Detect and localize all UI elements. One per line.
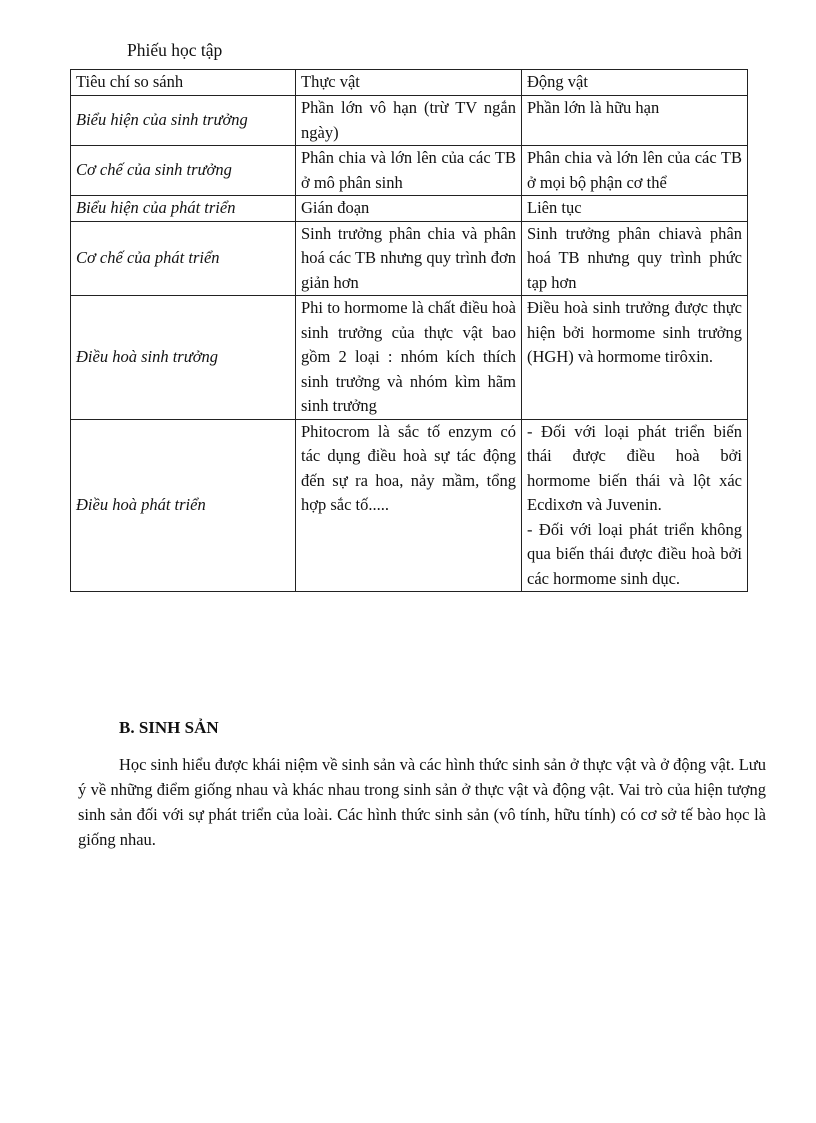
header-plants: Thực vật — [296, 70, 522, 96]
cell-plants: Phần lớn vô hạn (trừ TV ngắn ngày) — [296, 96, 522, 146]
cell-animals: Liên tục — [522, 196, 748, 222]
cell-animals: Sinh trưởng phân chiavà phân hoá TB nhưng quy trình phức tạp hơn — [522, 221, 748, 296]
row-criteria-development-regulation: Điều hoà phát triển — [71, 419, 296, 592]
cell-plants: Phân chia và lớn lên của các TB ở mô phân sinh — [296, 146, 522, 196]
cell-plants: Gián đoạn — [296, 196, 522, 222]
row-criteria-growth-mechanism: Cơ chế của sinh trưởng — [71, 146, 296, 196]
comparison-table — [70, 69, 748, 592]
section-b-paragraph: Học sinh hiểu được khái niệm về sinh sản và các hình thức sinh sản ở thực vật và ở động vật. Lưu ý về những điểm giống nhau và khác nhau trong sinh sản ở thực vật và động vật. Vai trò của hiện tượng sinh sản đối với sự phát triển của loài. Các hình thức sinh sản (vô tính, hữu tính) có cơ sở tế bào học là giống nhau. — [78, 755, 766, 849]
cell-plants: Sinh trưởng phân chia và phân hoá các TB nhưng quy trình đơn giản hơn — [296, 221, 522, 296]
table-row — [71, 146, 748, 196]
row-criteria-development-mechanism: Cơ chế của phát triển — [71, 221, 296, 296]
cell-animals: Phần lớn là hữu hạn — [522, 96, 748, 146]
cell-animals: Điều hoà sinh trưởng được thực hiện bởi hormome sinh trưởng (HGH) và hormome tirôxin. — [522, 296, 748, 420]
table-header-row — [71, 70, 748, 96]
cell-plants: Phitocrom là sắc tố enzym có tác dụng điều hoà sự tác động đến sự ra hoa, nảy mầm, tổng hợp sắc tố..... — [296, 419, 522, 592]
worksheet-title: Phiếu học tập — [127, 40, 223, 60]
cell-animals — [522, 419, 748, 592]
row-criteria-development-expression: Biểu hiện của phát triển — [71, 196, 296, 222]
table-row — [71, 196, 748, 222]
cell-plants: Phi to hormome là chất điều hoà sinh trưởng của thực vật bao gồm 2 loại : nhóm kích thích sinh trưởng và nhóm kìm hãm sinh trưởng — [296, 296, 522, 420]
cell-animals: Phân chia và lớn lên của các TB ở mọi bộ phận cơ thể — [522, 146, 748, 196]
header-animals: Động vật — [522, 70, 748, 96]
table-row — [71, 419, 748, 592]
row-criteria-growth-expression: Biểu hiện của sinh trưởng — [71, 96, 296, 146]
row-criteria-growth-regulation: Điều hoà sinh trưởng — [71, 296, 296, 420]
section-b-heading: B. SINH SẢN — [119, 718, 219, 737]
table-row — [71, 221, 748, 296]
table-row — [71, 296, 748, 420]
animals-metamorphosis-note: - Đối với loại phát triển biến thái được điều hoà bởi hormome biến thái và lột xác Ecdixơn và Juvenin. — [527, 421, 742, 514]
animals-direct-development-note: - Đối với loại phát triển không qua biến thái được điều hoà bởi các hormome sinh dục. — [527, 519, 742, 588]
table-row — [71, 96, 748, 146]
header-criteria: Tiêu chí so sánh — [71, 70, 296, 96]
